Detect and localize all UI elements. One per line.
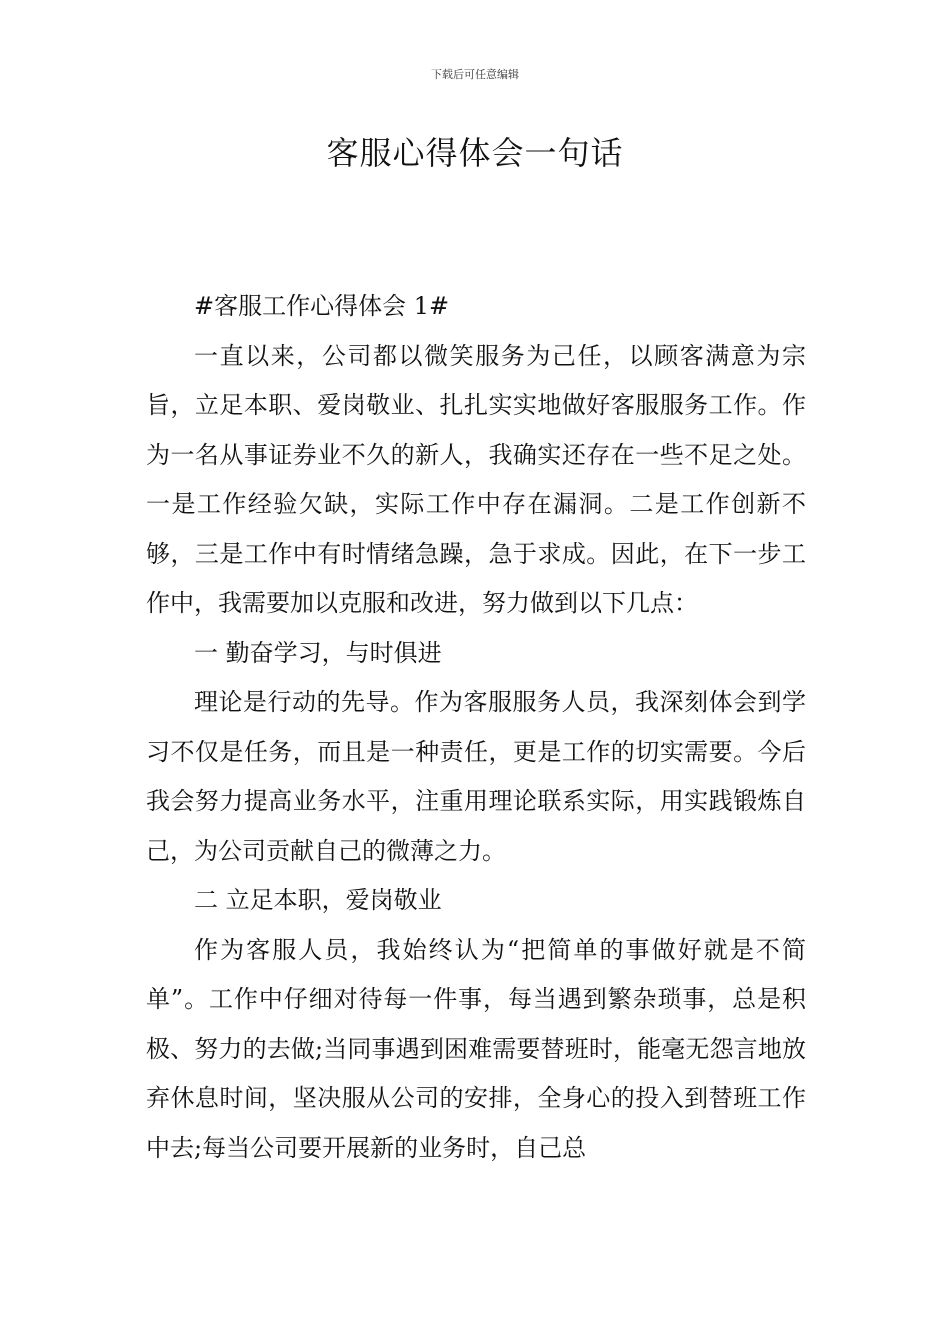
document-body [146,282,806,1173]
document-title: 客服心得体会一句话 [326,134,624,172]
subsection-heading: 一 勤奋学习，与时俱进 [194,638,442,667]
body-paragraph: 理论是行动的先导。作为客服服务人员，我深刻体会到学习不仅是任务，而且是一种责任，更是工作的切实需要。今后我会努力提高业务水平，注重用理论联系实际，用实践锻炼自己，为公司贡献自己的微薄之力。 [146,688,806,865]
body-paragraph: 一直以来，公司都以微笑服务为己任，以顾客满意为宗旨，立足本职、爱岗敬业、扎扎实实地做好客服服务工作。作为一名从事证券业不久的新人，我确实还存在一些不足之处。一是工作经验欠缺，实际工作中存在漏洞。二是工作创新不够，三是工作中有时情绪急躁，急于求成。因此，在下一步工作中，我需要加以克服和改进，努力做到以下几点： [146,341,806,617]
page-header-note: 下载后可任意编辑 [431,68,519,81]
section-heading: #客服工作心得体会 1# [194,292,450,320]
body-paragraph: 作为客服人员，我始终认为“把简单的事做好就是不简单”。工作中仔细对待每一件事，每当遇到繁杂琐事，总是积极、努力的去做;当同事遇到困难需要替班时，能毫无怨言地放弃休息时间，坚决服从公司的安排，全身心的投入到替班工作中去;每当公司要开展新的业务时，自己总 [146,935,806,1162]
subsection-heading: 二 立足本职，爱岗敬业 [194,886,442,914]
